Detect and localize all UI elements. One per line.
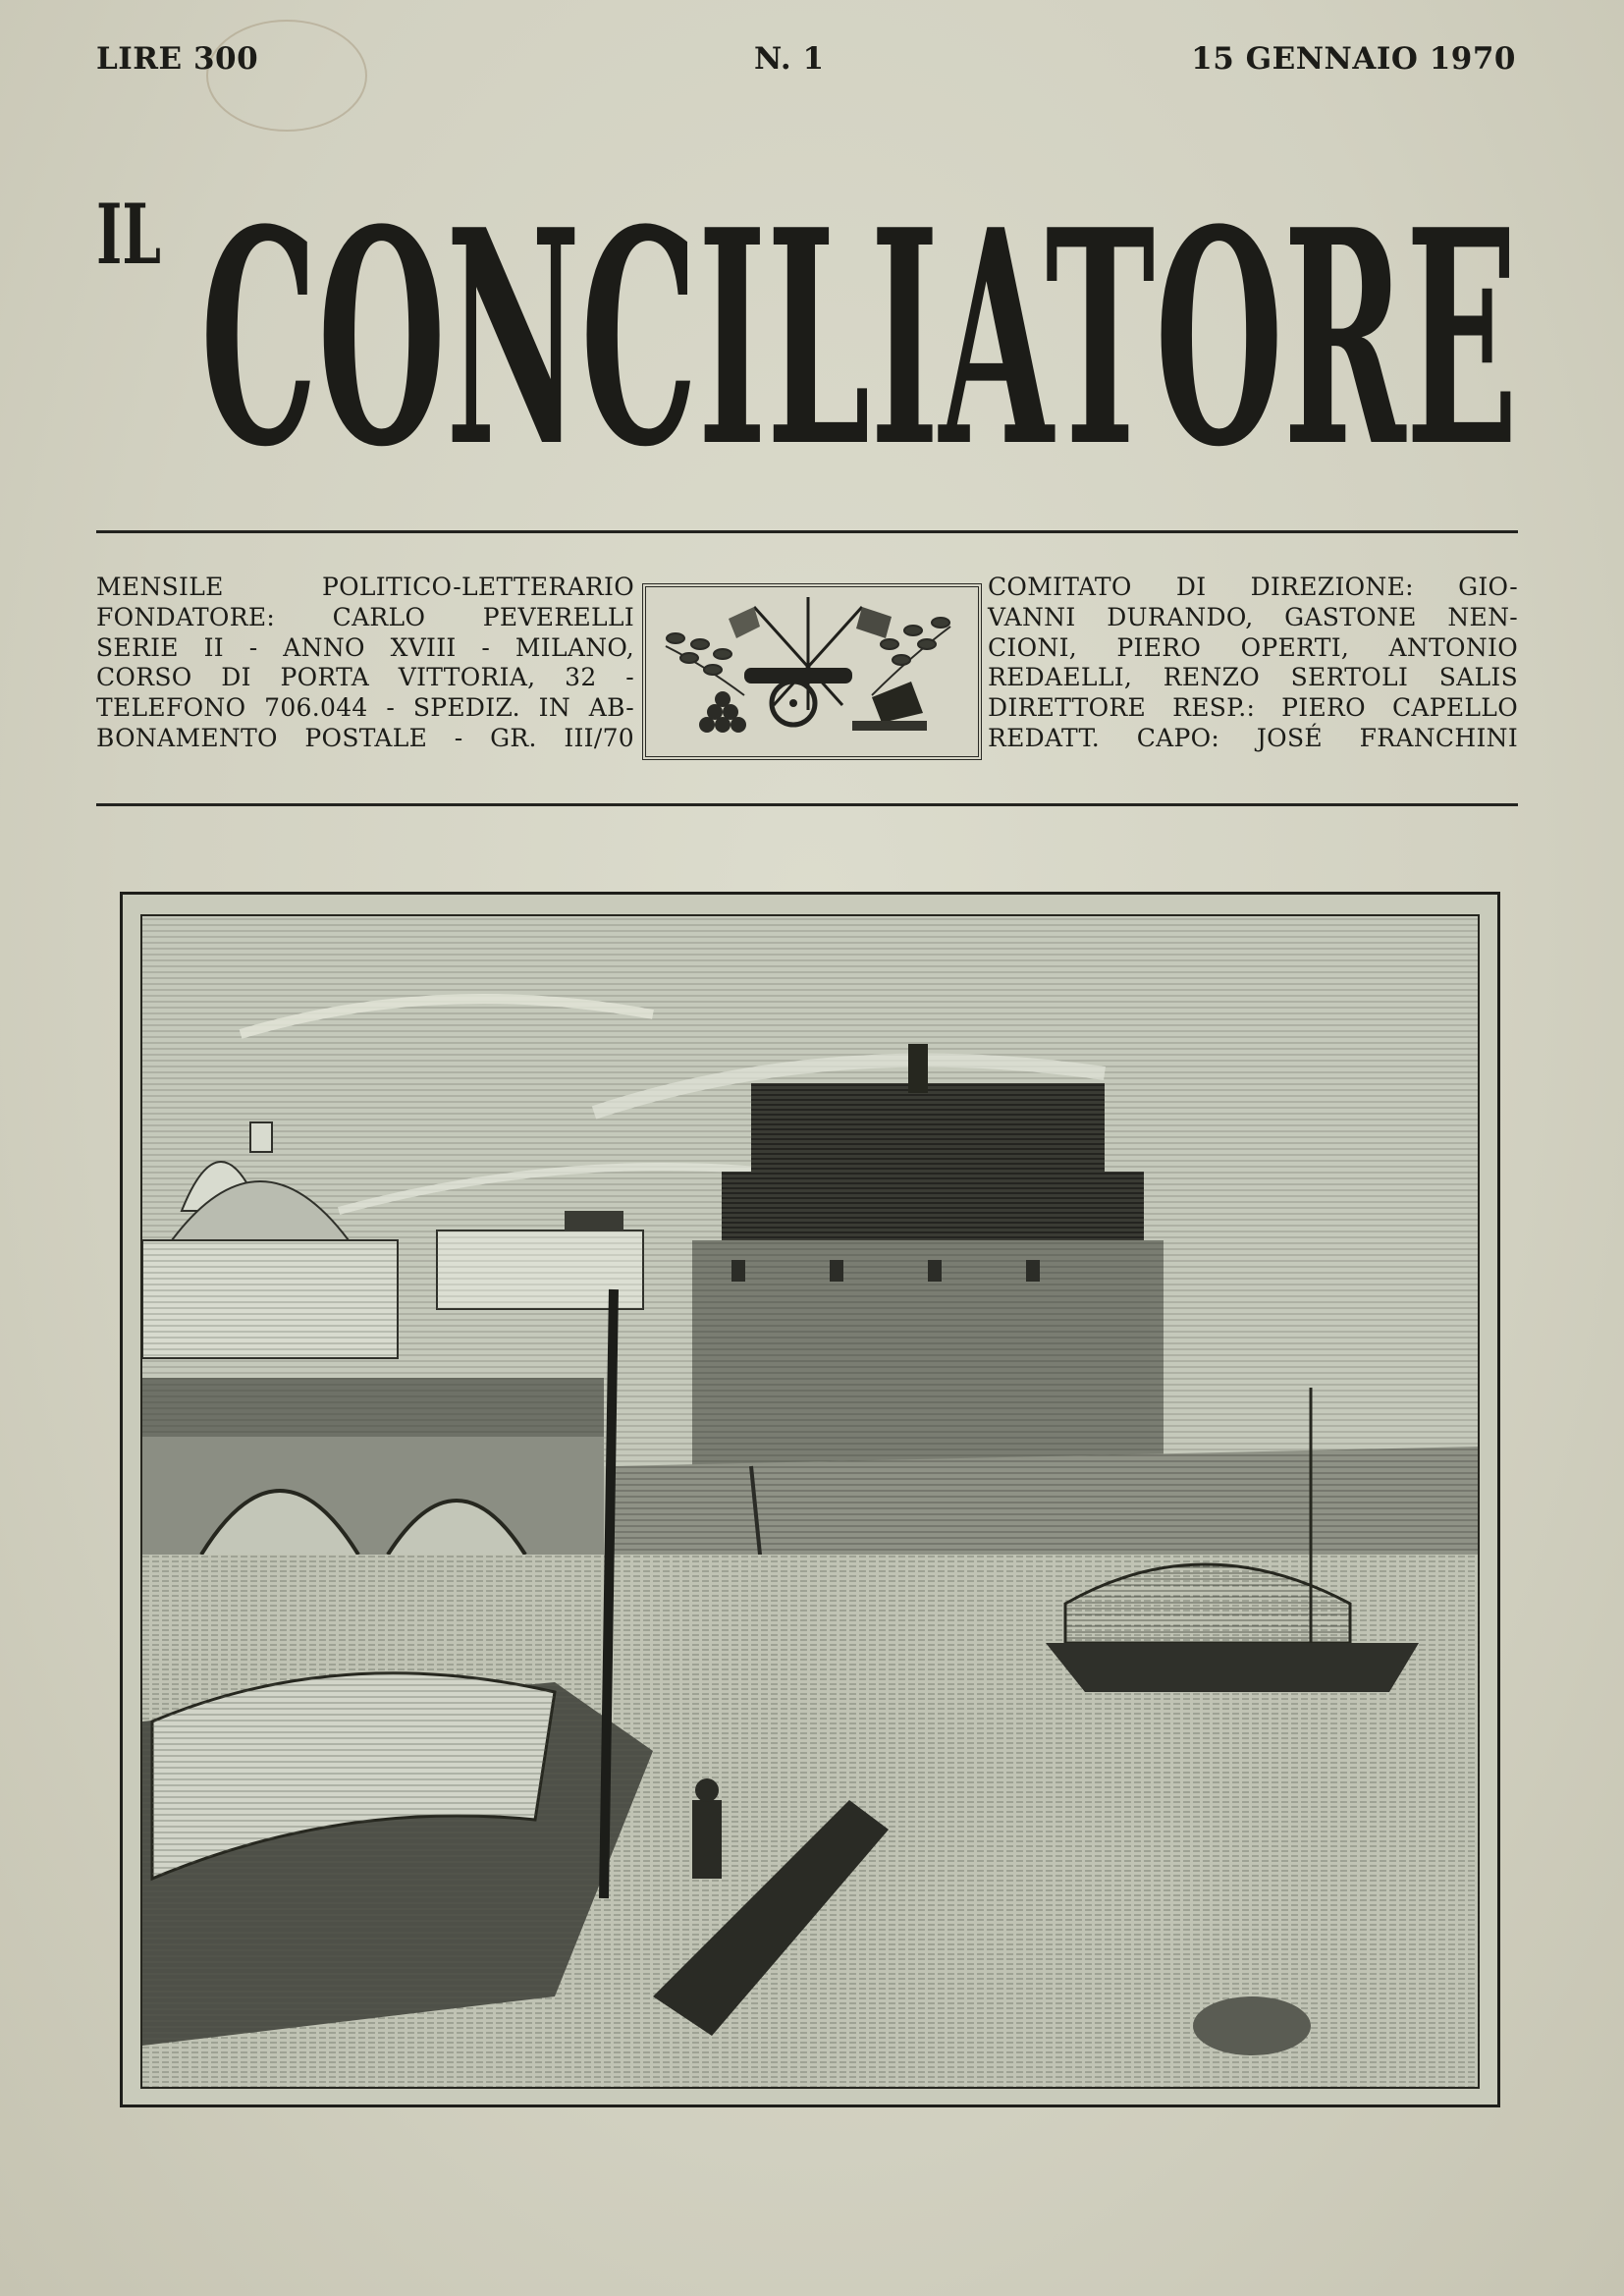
info-line: BONAMENTO POSTALE - GR. III/70 (96, 723, 634, 752)
divider-bottom (96, 803, 1518, 806)
masthead-article: IL (96, 186, 161, 283)
info-line: CORSO DI PORTA VITTORIA, 32 - (96, 663, 634, 692)
trophy-of-arms-icon (642, 583, 982, 760)
masthead-title: CONCILIATORE (200, 165, 1518, 462)
info-line: MENSILE POLITICO-LETTERARIO (96, 573, 634, 601)
publication-info (96, 573, 634, 754)
cover-illustration-frame (120, 892, 1500, 2107)
info-line: REDATT. CAPO: JOSÉ FRANCHINI (988, 723, 1518, 752)
divider-top (96, 530, 1518, 533)
issue-date: 15 GENNAIO 1970 (1191, 41, 1516, 77)
info-line: CIONI, PIERO OPERTI, ANTONIO (988, 632, 1518, 662)
issue-number: N. 1 (754, 41, 825, 77)
info-line: VANNI DURANDO, GASTONE NEN- (988, 602, 1518, 631)
info-line: FONDATORE: CARLO PEVERELLI (96, 602, 634, 631)
price: LIRE 300 (96, 41, 259, 77)
masthead (96, 157, 1518, 462)
header-line (96, 41, 1516, 81)
info-line: TELEFONO 706.044 - SPEDIZ. IN AB- (96, 693, 634, 723)
info-line: COMITATO DI DIREZIONE: GIO- (988, 573, 1518, 601)
info-line: DIRETTORE RESP.: PIERO CAPELLO (988, 693, 1518, 723)
engraving-castel-sant-angelo (140, 914, 1480, 2089)
editorial-board (988, 573, 1518, 754)
info-line: REDAELLI, RENZO SERTOLI SALIS (988, 663, 1518, 692)
info-line: SERIE II - ANNO XVIII - MILANO, (96, 632, 634, 662)
